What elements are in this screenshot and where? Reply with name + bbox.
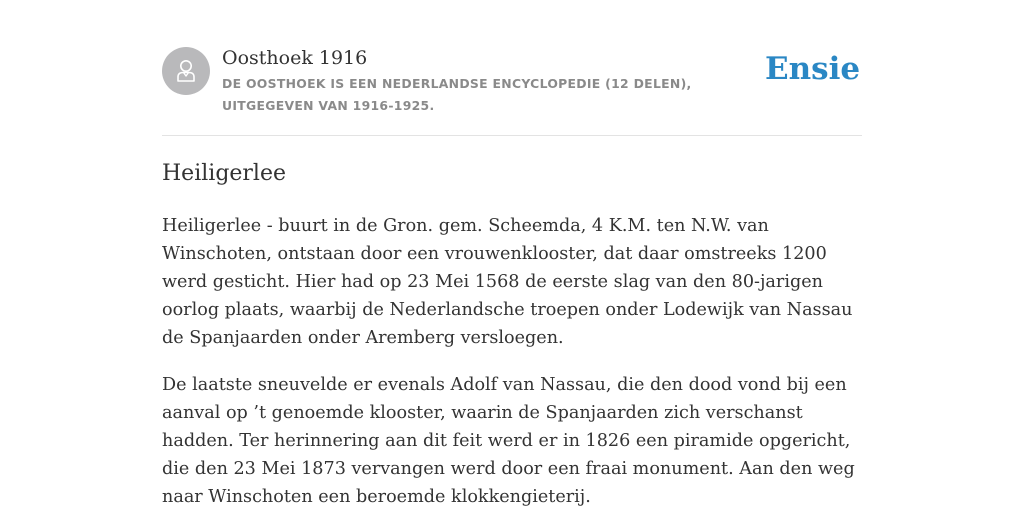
- avatar[interactable]: [162, 47, 210, 95]
- user-icon: [171, 56, 201, 86]
- header-divider: [162, 135, 862, 136]
- source-description: DE OOSTHOEK IS EEN NEDERLANDSE ENCYCLOPEDIE (12 DELEN), UITGEGEVEN VAN 1916-1925.: [222, 76, 692, 113]
- article-paragraph: Heiligerlee - buurt in de Gron. gem. Scheemda, 4 K.M. ten N.W. van Winschoten, ontstaan door een vrouwenklooster, dat daar omstreeks 1200 werd gesticht. Hier had op 23 Mei 1568 de eerste slag van den 80-jarigen oorlog plaats, waarbij de Nederlandsche troepen onder Lodewijk van Nassau de Spanjaarden onder Aremberg versloegen.: [162, 216, 853, 348]
- source-title[interactable]: Oosthoek 1916: [222, 47, 368, 69]
- article-body: [162, 212, 862, 512]
- source-header: [162, 44, 862, 118]
- brand-logo[interactable]: Ensie: [765, 51, 861, 87]
- article-paragraph: De laatste sneuvelde er evenals Adolf van Nassau, die den dood vond bij een aanval op ’t genoemde klooster, waarin de Spanjaarden zich verschanst hadden. Ter herinnering aan dit feit werd er in 1826 een piramide opgericht, die den 23 Mei 1873 vervangen werd door een fraai monument. Aan den weg naar Winschoten een beroemde klokkengieterij.: [162, 375, 855, 507]
- article-title: Heiligerlee: [162, 161, 287, 186]
